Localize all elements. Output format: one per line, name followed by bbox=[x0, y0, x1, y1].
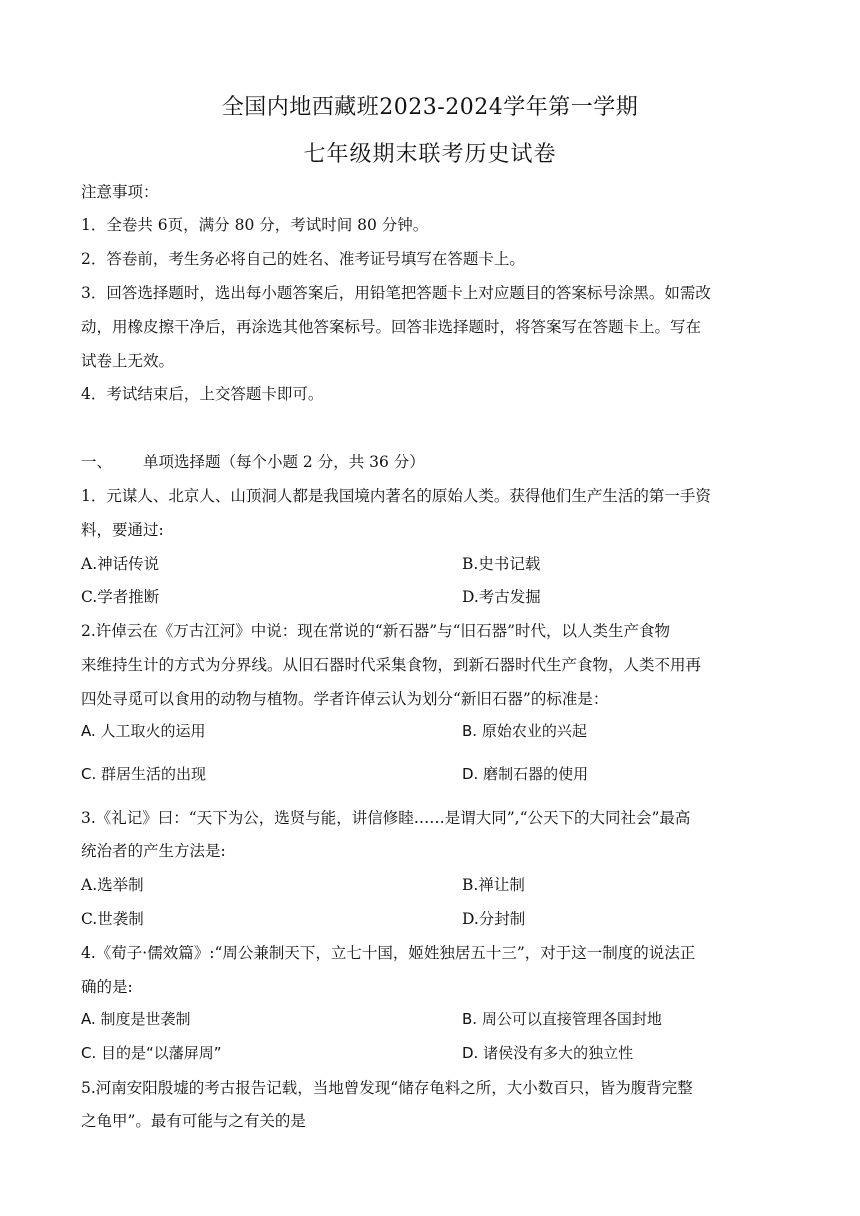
question-5-stem: 之龟甲”。最有可能与之有关的是 bbox=[81, 1112, 306, 1130]
question-1-stem: 料，要通过: bbox=[81, 521, 164, 539]
notice-heading: 注意事项： bbox=[81, 183, 159, 201]
question-4-option-a: A. 制度是世袭制 bbox=[81, 1010, 191, 1028]
exam-title-line2: 七年级期末联考历史试卷 bbox=[303, 142, 557, 167]
question-1-option-c: C.学者推断 bbox=[81, 588, 160, 606]
exam-title-line1: 全国内地西藏班2023-2024学年第一学期 bbox=[221, 95, 639, 120]
question-3-option-a: A.选举制 bbox=[81, 876, 144, 894]
question-4-option-d: D. 诸侯没有多大的独立性 bbox=[462, 1044, 634, 1062]
question-2-option-a: A. 人工取火的运用 bbox=[81, 722, 206, 740]
notice-line: 3．回答选择题时，选出每小题答案后，用铅笔把答题卡上对应题目的答案标号涂黑。如需改 bbox=[81, 284, 711, 302]
question-1-option-b: B.史书记载 bbox=[462, 555, 541, 573]
notice-line: 试卷上无效。 bbox=[81, 352, 175, 370]
notice-line: 4．考试结束后，上交答题卡即可。 bbox=[81, 385, 324, 403]
question-1-option-a: A.神话传说 bbox=[81, 555, 160, 573]
question-5-stem: 5.河南安阳殷墟的考古报告记载，当地曾发现“储存龟料之所，大小数百只，皆为腹背完整 bbox=[81, 1079, 693, 1097]
notice-line: 1．全卷共 6页，满分 80 分，考试时间 80 分钟。 bbox=[81, 216, 429, 234]
question-4-option-c: C. 目的是“以藩屏周” bbox=[81, 1044, 222, 1062]
question-1-option-d: D.考古发掘 bbox=[462, 588, 541, 606]
question-2-stem: 来维持生计的方式为分界线。从旧石器时代采集食物，到新石器时代生产食物，人类不用再 bbox=[81, 656, 702, 674]
question-3-option-b: B.禅让制 bbox=[462, 876, 525, 894]
notice-line: 动，用橡皮擦干净后，再涂选其他答案标号。回答非选择题时，将答案写在答题卡上。写在 bbox=[81, 318, 702, 336]
notice-line: 2．答卷前，考生务必将自己的姓名、准考证号填写在答题卡上。 bbox=[81, 250, 525, 268]
question-3-option-d: D.分封制 bbox=[462, 910, 526, 928]
question-3-option-c: C.世袭制 bbox=[81, 910, 144, 928]
section-title: 单项选择题（每个小题 2 分，共 36 分） bbox=[143, 453, 425, 471]
question-4-stem: 4.《荀子·儒效篇》:“周公兼制天下，立七十国，姬姓独居五十三”，对于这一制度的说法正 bbox=[81, 944, 696, 962]
question-3-stem: 3.《礼记》曰：“天下为公，选贤与能，讲信修睦……是谓大同”,“公天下的大同社会”最高 bbox=[81, 809, 691, 827]
question-2-stem: 2.许倬云在《万古江河》中说：现在常说的“新石器”与“旧石器”时代，以人类生产食物 bbox=[81, 622, 670, 640]
question-4-stem: 确的是: bbox=[81, 978, 133, 996]
section-number: 一、 bbox=[81, 453, 113, 471]
question-2-option-b: B. 原始农业的兴起 bbox=[462, 722, 587, 740]
question-4-option-b: B. 周公可以直接管理各国封地 bbox=[462, 1010, 662, 1028]
question-2-stem: 四处寻觅可以食用的动物与植物。学者许倬云认为划分“新旧石器”的标准是： bbox=[81, 690, 609, 708]
question-3-stem: 统治者的产生方法是: bbox=[81, 842, 226, 860]
question-1-stem: 1．元谋人、北京人、山顶洞人都是我国境内著名的原始人类。获得他们生产生活的第一手资 bbox=[81, 487, 711, 505]
question-2-option-c: C. 群居生活的出现 bbox=[81, 765, 207, 783]
question-2-option-d: D. 磨制石器的使用 bbox=[462, 765, 589, 783]
